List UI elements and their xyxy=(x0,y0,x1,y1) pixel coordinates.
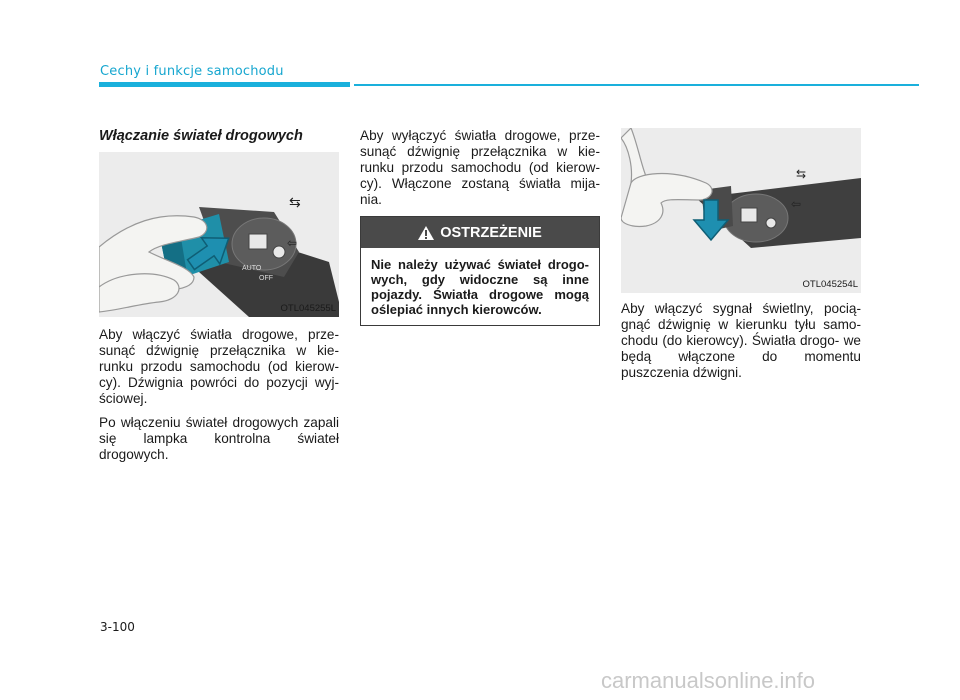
header-bar-thick xyxy=(99,82,350,87)
off-label: OFF xyxy=(259,275,273,282)
paragraph: Aby wyłączyć światła drogowe, prze- sunąć dźwignię przełącznika w kie- runku przodu samochodu (od kierow- cy). Włączone zostaną światła mija- nia. xyxy=(360,128,600,207)
svg-text:⇆: ⇆ xyxy=(796,167,807,181)
column-3 xyxy=(621,128,861,389)
header-bar-thin xyxy=(354,84,919,86)
paragraph: Aby włączyć światła drogowe, prze- sunąć dźwignię przełącznika w kie- runku przodu samochodu (od kierow- cy). Dźwignia powróci do pozycji wyj- ściowej. xyxy=(99,327,339,406)
warning-text: Nie należy używać świateł drogo- wych, gdy widoczne są inne pojazdy. Światła drogowe mogą oślepiać innych kierowców. xyxy=(371,257,589,317)
section-title: Cechy i funkcje samochodu xyxy=(100,64,284,79)
page-number: 3-100 xyxy=(100,620,135,634)
svg-text:⇦: ⇦ xyxy=(791,197,802,211)
paragraph: Po włączeniu świateł drogowych zapali się lampka kontrolna świateł drogowych. xyxy=(99,415,339,462)
figure-code: OTL045254L xyxy=(802,279,858,290)
high-beam-heading: Włączanie świateł drogowych xyxy=(99,128,303,144)
svg-text:⇆: ⇆ xyxy=(289,194,301,210)
column-1 xyxy=(99,128,339,471)
auto-label: AUTO xyxy=(242,265,262,272)
lever-push-illustration xyxy=(99,152,339,317)
column-2 xyxy=(360,128,600,326)
svg-text:⇦: ⇦ xyxy=(287,236,298,250)
warning-header xyxy=(361,217,599,248)
paragraph: Aby włączyć sygnał świetlny, pocią- gnąć dźwignię w kierunku tyłu samo- chodu (do kierowcy). Światła drogo- we będą włączone do momentu puszczenia dźwigni. xyxy=(621,301,861,380)
figure-code: OTL045255L xyxy=(280,303,336,314)
watermark: carmanualsonline.info xyxy=(601,668,816,693)
figure-flash-to-pass xyxy=(621,128,861,293)
warning-title: OSTRZEŻENIE xyxy=(440,224,542,241)
warning-box xyxy=(360,216,600,326)
lever-pull-illustration xyxy=(621,128,861,293)
warning-triangle-icon xyxy=(418,226,434,240)
figure-high-beam-push xyxy=(99,152,339,317)
